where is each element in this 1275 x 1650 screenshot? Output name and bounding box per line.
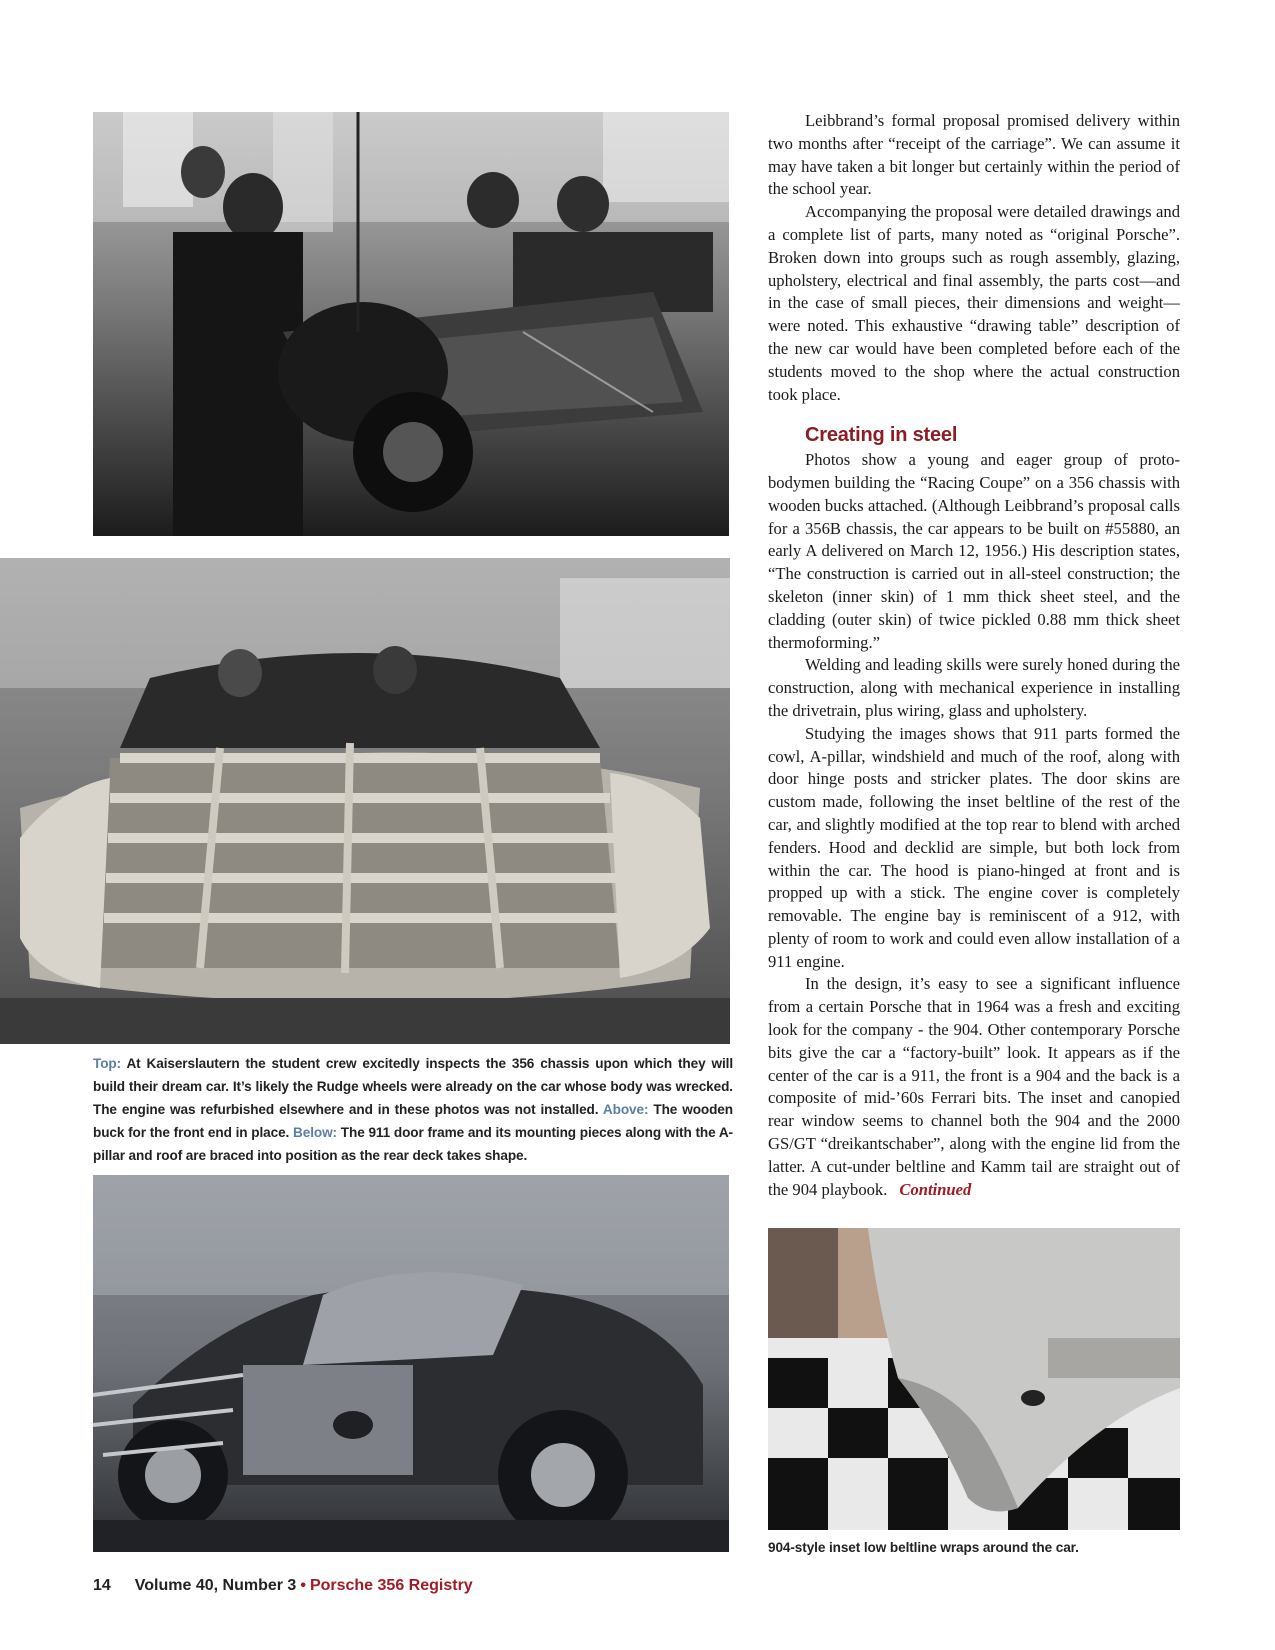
photo-top — [93, 112, 729, 536]
photo-bottom-image — [93, 1175, 729, 1552]
footer-separator: • — [300, 1577, 306, 1594]
article-paragraph-last — [768, 973, 1180, 1201]
caption-label-top: Top: — [93, 1056, 122, 1071]
photo-middle — [0, 558, 730, 1044]
article-body — [768, 110, 1180, 1201]
article-paragraph: Welding and leading skills were surely honed during the construction, along with mechanical experience in installing the drivetrain, plus wiring, glass and upholstery. — [768, 655, 1180, 720]
page-footer — [93, 1577, 473, 1595]
caption-text-above: The wooden buck for the front end in place. — [93, 1102, 733, 1140]
photo-caption-right: 904-style inset low beltline wraps around the car. — [768, 1540, 1079, 1555]
continued-link[interactable]: Continued — [899, 1179, 972, 1199]
page-number: 14 — [93, 1577, 111, 1594]
caption-text-below: The 911 door frame and its mounting pieces along with the A-pillar and roof are braced into position as the rear deck takes shape. — [93, 1125, 733, 1163]
photo-right-image — [768, 1228, 1180, 1530]
article-paragraph: Studying the images shows that 911 parts formed the cowl, A-pillar, windshield and much of the roof, along with door hinge posts and stricker plates. The door skins are custom made, following the inset beltline of the rest of the car, and slightly modified at the top rear to blend with arched fenders. Hood and decklid are simple, but both lock from within the car. The hood is piano-hinged at front and is propped up with a stick. The engine cover is completely removable. The engine bay is reminiscent of a 912, with plenty of room to work and could even allow installation of a 911 engine. — [768, 723, 1180, 971]
photo-caption-main — [93, 1052, 733, 1167]
article-paragraph-text: In the design, it’s easy to see a significant influence from a certain Porsche that in 1964 was a fresh and exciting look for the company - the 904. Other contemporary Porsche bits give the car a “factory-built” look. It appears as if the center of the car is a 911, the front is a 904 and the back is a composite of mid-’60s Ferrari bits. The inset and canopied rear window seems to channel both the 904 and the 2000 GS/GT “dreikantschaber”, along with the engine lid from the latter. A cut-under beltline and Kamm tail are straight out of the 904 playbook. — [768, 974, 1180, 1199]
section-heading: Creating in steel — [805, 424, 958, 447]
photo-top-image — [93, 112, 729, 536]
article-paragraph: Photos show a young and eager group of proto-bodymen building the “Racing Coupe” on a 356 chassis with wooden bucks attached. (Although Leibbrand’s proposal calls for a 356B chassis, the car appears to be built on #55880, an early A delivered on March 12, 1956.) His description states, “The construction is carried out in all-steel construction; the skeleton (inner skin) of 1 mm thick sheet steel, and the cladding (outer skin) of twice pickled 0.88 mm thick sheet thermoforming.” — [768, 450, 1180, 652]
issue-volume: Volume 40, Number 3 — [134, 1577, 297, 1594]
photo-right — [768, 1228, 1180, 1530]
publication-name: Porsche 356 Registry — [309, 1577, 473, 1594]
article-paragraph: Accompanying the proposal were detailed drawings and a complete list of parts, many noted as “original Porsche”. Broken down into groups such as rough assembly, glazing, upholstery, electrical and final assembly, the parts cost—and in the case of small pieces, their dimensions and weight—were noted. This exhaustive “drawing table” description of the new car would have been completed before each of the students moved to the shop where the actual construction took place. — [768, 202, 1180, 404]
photo-bottom — [93, 1175, 729, 1552]
caption-text-top: At Kaiserslautern the student crew excitedly inspects the 356 chassis upon which they will build their dream car. It’s likely the Rudge wheels were already on the car whose body was wrecked. The engine was refurbished elsewhere and in these photos was not installed. — [93, 1056, 733, 1117]
article-paragraph: Leibbrand’s formal proposal promised delivery within two months after “receipt of the carriage”. We can assume it may have taken a bit longer but certainly within the period of the school year. — [768, 111, 1180, 199]
caption-label-below: Below: — [293, 1125, 337, 1140]
photo-middle-image — [0, 558, 730, 1044]
caption-label-above: Above: — [602, 1102, 649, 1117]
